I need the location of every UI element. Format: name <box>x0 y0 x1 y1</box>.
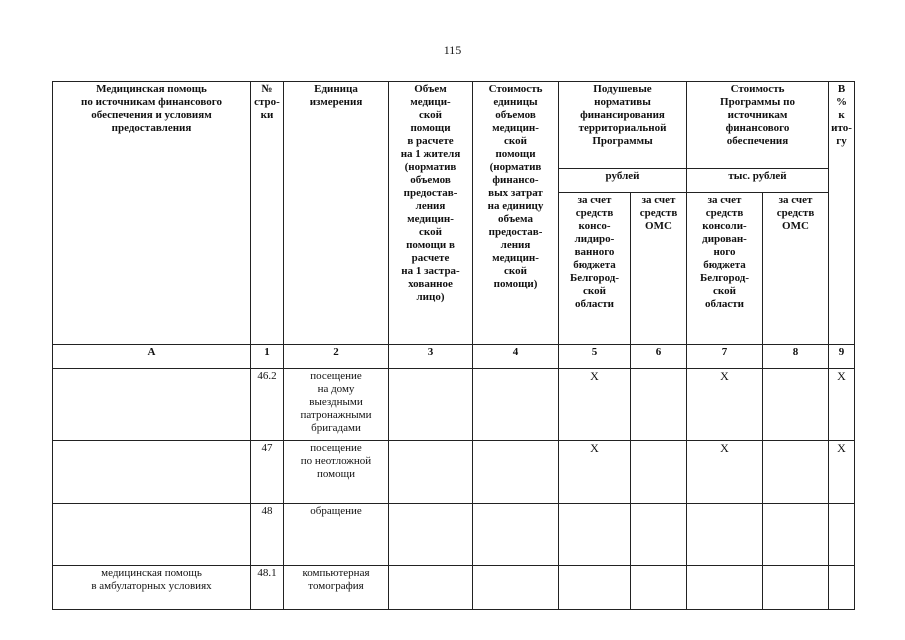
row-value <box>473 441 559 504</box>
row-value <box>631 504 687 566</box>
header-regional-budget-per-capita: за счет средств консо- лидиро- ванного бюджета Белгород- ской области <box>559 193 631 345</box>
row-value: X <box>687 441 763 504</box>
column-number: 3 <box>389 345 473 369</box>
row-label: медицинская помощь в амбулаторных условиях <box>53 566 251 610</box>
row-number: 47 <box>251 441 284 504</box>
row-value <box>631 369 687 441</box>
row-unit: компьютерная томография <box>284 566 389 610</box>
row-value: X <box>559 441 631 504</box>
header-program-cost: Стоимость Программы по источникам финансового обеспечения <box>687 82 829 169</box>
row-value <box>687 504 763 566</box>
header-oms-per-capita: за счет средств ОМС <box>631 193 687 345</box>
column-number: 8 <box>763 345 829 369</box>
row-value <box>763 566 829 610</box>
header-oms-cost: за счет средств ОМС <box>763 193 829 345</box>
row-value <box>389 369 473 441</box>
row-unit: посещение на дому выездными патронажными бригадами <box>284 369 389 441</box>
row-label <box>53 441 251 504</box>
row-value: X <box>829 369 855 441</box>
header-percent-of-total: В % к ито- гу <box>829 82 855 345</box>
column-number: 2 <box>284 345 389 369</box>
table-row <box>53 504 855 566</box>
header-regional-budget-cost: за счет средств консоли- дирован- ного бюджета Белгород- ской области <box>687 193 763 345</box>
row-value: X <box>687 369 763 441</box>
row-unit: обращение <box>284 504 389 566</box>
row-value <box>763 441 829 504</box>
header-unit: Единица измерения <box>284 82 389 345</box>
row-value <box>763 369 829 441</box>
row-value <box>631 566 687 610</box>
row-value <box>389 441 473 504</box>
page-number: 115 <box>443 43 462 57</box>
column-number: 7 <box>687 345 763 369</box>
column-number: 9 <box>829 345 855 369</box>
row-value <box>559 504 631 566</box>
program-cost-table <box>52 81 855 610</box>
row-value <box>829 504 855 566</box>
header-thousand-rubles: тыс. рублей <box>687 169 829 193</box>
row-number: 48.1 <box>251 566 284 610</box>
row-value <box>631 441 687 504</box>
column-number: 6 <box>631 345 687 369</box>
table-row <box>53 566 855 610</box>
row-value <box>389 566 473 610</box>
row-number: 46.2 <box>251 369 284 441</box>
row-unit: посещение по неотложной помощи <box>284 441 389 504</box>
column-number: 5 <box>559 345 631 369</box>
row-number: 48 <box>251 504 284 566</box>
row-value <box>559 566 631 610</box>
header-rubles: рублей <box>559 169 687 193</box>
table-row <box>53 441 855 504</box>
row-value <box>687 566 763 610</box>
header-care-type: Медицинская помощь по источникам финансового обеспечения и условиям предоставления <box>53 82 251 345</box>
row-value: X <box>829 441 855 504</box>
row-label <box>53 504 251 566</box>
row-label <box>53 369 251 441</box>
header-unit-cost: Стоимость единицы объемов медицин- ской помощи (норматив финансо- вых затрат на единицу объема предостав- ления медицин- ской помощи) <box>473 82 559 345</box>
row-value <box>473 566 559 610</box>
column-number-row <box>53 345 855 369</box>
row-value <box>389 504 473 566</box>
row-value <box>473 504 559 566</box>
column-number: 4 <box>473 345 559 369</box>
row-value <box>473 369 559 441</box>
header-volume: Объем медици- ской помощи в расчете на 1 жителя (норматив объемов предостав- ления медицин- ской помощи в расчете на 1 застра- хованное лицо) <box>389 82 473 345</box>
header-line-number: № стро- ки <box>251 82 284 345</box>
column-number: 1 <box>251 345 284 369</box>
row-value: X <box>559 369 631 441</box>
header-per-capita-norms: Подушевые нормативы финансирования территориальной Программы <box>559 82 687 169</box>
column-number: А <box>53 345 251 369</box>
row-value <box>763 504 829 566</box>
row-value <box>829 566 855 610</box>
table-row <box>53 369 855 441</box>
